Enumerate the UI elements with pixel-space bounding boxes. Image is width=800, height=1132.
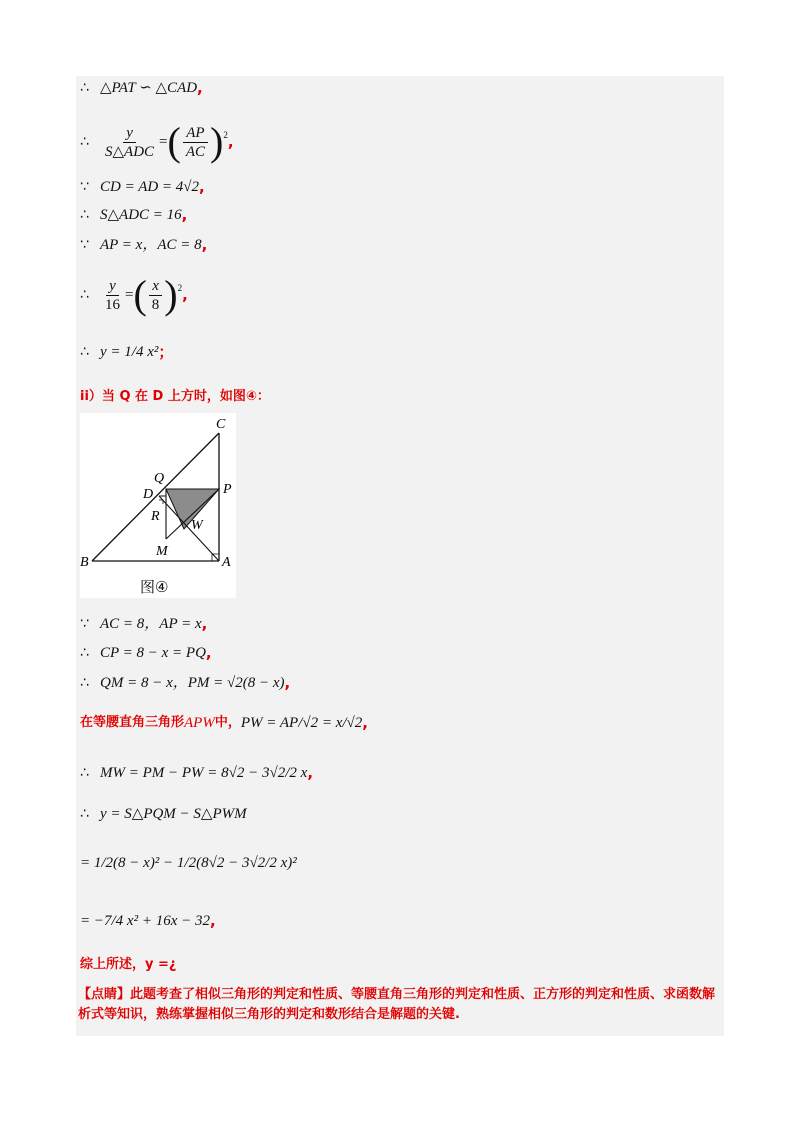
m4-statement: PW = AP/√2 = x/√2 bbox=[240, 715, 363, 731]
therefore-symbol: ∴ bbox=[80, 675, 89, 691]
conclusion: 综上所述，y =¿ bbox=[80, 957, 177, 972]
m3-statement: QM = 8 − x，PM = √2(8 − x) bbox=[100, 675, 285, 691]
line-area: ∴ S△ADC = 16 , bbox=[80, 206, 188, 224]
line-ap-ac: ∵ AP = x，AC = 8 , bbox=[80, 236, 208, 254]
therefore-symbol: ∴ bbox=[80, 806, 89, 822]
line-y-result-1: ∴ y = 1/4 x² ； bbox=[80, 343, 174, 361]
geometry-figure bbox=[80, 413, 236, 598]
fraction-x-over-8: $\frac{x}{8}$ bbox=[149, 277, 163, 314]
line-ratio-area: ∴ $\frac{y}{\text{S△ADC}}$ = ( $\frac{AP}{AC}$ ) 2 , bbox=[80, 119, 234, 164]
fraction-y-over-area: $\frac{y}{\text{S△ADC}}$ bbox=[105, 124, 155, 160]
therefore-symbol: ∴ bbox=[80, 765, 89, 781]
line-similar: ∴ △PAT ∽ △CAD , bbox=[80, 79, 203, 97]
therefore-symbol: ∴ bbox=[80, 134, 89, 150]
line-cd-ad: ∵ CD = AD = 4√2 , bbox=[80, 178, 205, 196]
line-m8: = −7/4 x² + 16x − 32 , bbox=[80, 912, 216, 930]
line-m5: ∴ MW = PM − PW = 8√2 − 3√2/2 x , bbox=[80, 764, 314, 782]
m1-statement: AC = 8，AP = x bbox=[100, 616, 202, 632]
label-b: B bbox=[80, 555, 89, 570]
figure-caption: 图④ bbox=[140, 578, 169, 596]
line-m1: ∵ AC = 8，AP = x , bbox=[80, 615, 208, 633]
ap-ac-statement: AP = x，AC = 8 bbox=[100, 237, 202, 253]
cd-ad-statement: CD = AD = 4√2 bbox=[100, 179, 200, 195]
area-statement: S△ADC = 16 bbox=[100, 207, 182, 223]
m8-statement: = −7/4 x² + 16x − 32 bbox=[80, 913, 210, 929]
line-m6 bbox=[80, 804, 247, 824]
because-symbol: ∵ bbox=[80, 237, 89, 253]
m5-statement: MW = PM − PW = 8√2 − 3√2/2 x bbox=[100, 765, 308, 781]
therefore-symbol: ∴ bbox=[80, 344, 89, 360]
case-ii-heading: ii）当 Q 在 D 上方时，如图④： bbox=[80, 389, 270, 404]
label-q: Q bbox=[154, 471, 165, 486]
label-p: P bbox=[223, 482, 232, 497]
similar-statement: △PAT ∽ △CAD bbox=[100, 80, 198, 96]
right-angle-d bbox=[159, 500, 163, 504]
m2-statement: CP = 8 − x = PQ bbox=[100, 645, 206, 661]
fraction-ap-over-ac: $\frac{AP}{AC}$ bbox=[183, 124, 208, 161]
line-m3: ∴ QM = 8 − x，PM = √2(8 − x) , bbox=[80, 674, 291, 692]
m7-statement: = 1/2(8 − x)² − 1/2(8√2 − 3√2/2 x)² bbox=[80, 855, 297, 871]
therefore-symbol: ∴ bbox=[80, 287, 89, 303]
therefore-symbol: ∴ bbox=[80, 207, 89, 223]
label-r: R bbox=[151, 509, 160, 524]
label-c: C bbox=[216, 417, 226, 432]
y-result-1: y = 1/4 x² bbox=[100, 344, 159, 360]
because-symbol: ∵ bbox=[80, 616, 89, 632]
label-m: M bbox=[156, 544, 168, 559]
label-d: D bbox=[143, 487, 154, 502]
label-a: A bbox=[222, 555, 231, 570]
remark: 【点睛】此题考查了相似三角形的判定和性质、等腰直角三角形的判定和性质、正方形的判定和性质、求函数解析式等知识，熟练掌握相似三角形的判定和数形结合是解题的关键. bbox=[78, 987, 716, 1022]
fraction-y-over-16: $\frac{y}{16}$ bbox=[105, 277, 120, 313]
line-m2: ∴ CP = 8 − x = PQ , bbox=[80, 644, 212, 662]
label-w: W bbox=[191, 518, 203, 533]
because-symbol: ∵ bbox=[80, 179, 89, 195]
m6-statement: y = S△PQM − S△PWM bbox=[100, 806, 247, 822]
line-m7 bbox=[80, 853, 297, 873]
figure-svg bbox=[80, 413, 236, 598]
line-ratio-16: ∴ $\frac{y}{16}$ = ( $\frac{x}{8}$ ) 2 , bbox=[80, 272, 188, 317]
therefore-symbol: ∴ bbox=[80, 645, 89, 661]
therefore-symbol: ∴ bbox=[80, 80, 89, 96]
line-m4: 在等腰直角三角形 APW 中， PW = AP/√2 = x/√2 , bbox=[80, 714, 368, 732]
